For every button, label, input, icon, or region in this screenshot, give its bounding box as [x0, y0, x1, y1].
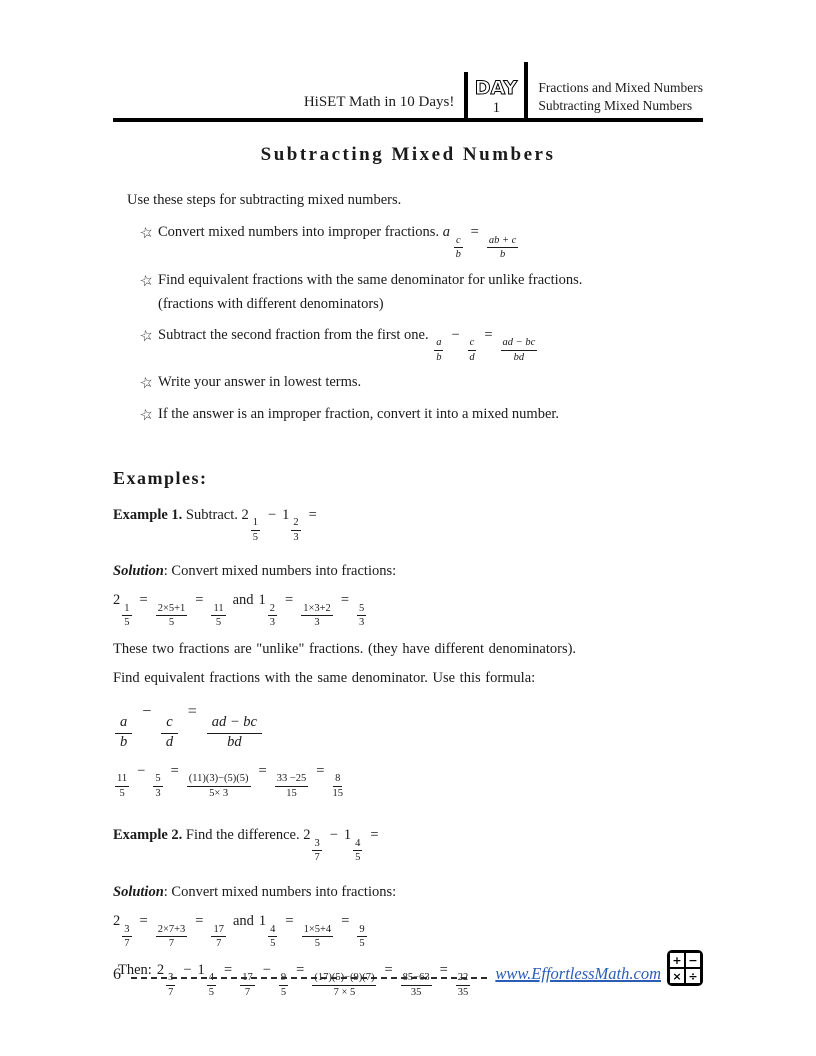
step-item [140, 371, 703, 395]
step-text: Find equivalent fractions with the same denominator for unlike fractions. [158, 271, 583, 288]
fraction: $\frac{ab + c}{b}$ [488, 234, 517, 261]
website-link[interactable]: www.EffortlessMath.com [495, 964, 661, 983]
fraction: $\frac{11}{5}$ [213, 602, 224, 629]
divide-icon: ÷ [686, 969, 700, 983]
step-text: Convert mixed numbers into improper fractions. [158, 224, 440, 240]
math-token: = [170, 762, 179, 779]
example2-label: Example 2. [113, 827, 183, 844]
math-token: = [139, 592, 148, 609]
math-token: 1 [282, 506, 290, 523]
math-token: 2 [113, 592, 121, 609]
fraction: $\frac{c}{d}$ [469, 337, 475, 363]
fraction: $\frac{2}{3}$ [293, 517, 299, 543]
example2-solution-line [113, 884, 703, 901]
equation-ex1-problem [241, 506, 322, 543]
day-label: DAY [475, 76, 518, 99]
fraction: $\frac{3}{7}$ [168, 972, 174, 998]
section-title: Subtracting Mixed Numbers [538, 97, 693, 113]
star-bullet-icon: ☆ [138, 374, 156, 394]
equation-formula-large [113, 703, 703, 751]
example2-prompt: Find the difference. [185, 827, 300, 844]
example1-solution-line [113, 563, 703, 580]
math-token: = [139, 913, 148, 930]
math-token: = [195, 913, 204, 930]
solution-text: : Convert mixed numbers into fractions: [163, 884, 397, 901]
math-token: − [329, 827, 338, 844]
steps-list [113, 221, 703, 428]
fraction: $\frac{4}{5}$ [355, 837, 361, 864]
math-token: = [384, 961, 393, 978]
fraction: $\frac{4}{5}$ [270, 923, 276, 950]
page-footer [113, 950, 703, 986]
fraction: $\frac{8}{15}$ [332, 773, 343, 799]
fraction: $\frac{a}{b}$ [115, 715, 132, 751]
page-number: 6 [113, 966, 121, 983]
step-text: Write your answer in lowest terms. [158, 374, 362, 391]
math-word: and [232, 913, 254, 930]
dashed-divider [131, 977, 487, 979]
solution-label: Solution [113, 884, 164, 901]
example1-label: Example 1. [113, 506, 183, 523]
intro-text: Use these steps for subtracting mixed numbers. [127, 192, 402, 208]
math-token: = [439, 961, 448, 978]
fraction: $\frac{ad - bc}{bd}$ [207, 715, 262, 751]
math-token: 1 [258, 592, 266, 609]
math-token: = [285, 913, 294, 930]
chapter-title: Fractions and Mixed Numbers [538, 79, 703, 95]
math-token: = [224, 961, 233, 978]
fraction: $\frac{3}{7}$ [124, 923, 130, 950]
examples-heading: Examples: [113, 467, 208, 488]
example1-note1: These two fractions are "unlike" fractions. (they have different denominators). [113, 640, 577, 657]
fraction: $\frac{1\times 5+4}{5}$ [303, 923, 332, 950]
fraction: $\frac{22}{35}$ [457, 972, 469, 998]
fraction: $\frac{17}{7}$ [213, 923, 224, 950]
multiply-icon: × [670, 969, 684, 983]
math-token: = [195, 592, 204, 609]
fraction: $\frac{9}{5}$ [280, 972, 287, 998]
step-item [140, 324, 703, 364]
fraction: $\frac{1}{5}$ [252, 517, 258, 543]
fraction: $\frac{4}{5}$ [208, 972, 215, 998]
step-item [140, 221, 703, 261]
math-token: − [267, 506, 277, 523]
math-token: = [296, 961, 305, 978]
fraction: $\frac{c}{b}$ [455, 234, 461, 261]
math-token: − [142, 702, 152, 720]
step-body [158, 324, 703, 364]
step-body [158, 269, 703, 316]
math-token: = [316, 762, 325, 779]
math-token: = [341, 913, 350, 930]
header-topics [528, 79, 703, 118]
equation-subtract-rule [432, 326, 539, 363]
math-token: = [484, 326, 493, 343]
math-token: 2 [113, 913, 121, 930]
day-outline-text [469, 76, 523, 100]
math-token: = [187, 702, 197, 720]
fraction: $\frac{1\times 3+2}{3}$ [303, 602, 331, 629]
solution-label: Solution [113, 563, 164, 580]
page-title: Subtracting Mixed Numbers [260, 144, 556, 165]
equation-ex2-problem [303, 827, 384, 864]
example1-problem-line [113, 507, 703, 544]
fraction: $\frac{2\times 7+3}{7}$ [157, 923, 186, 950]
fraction: $\frac{c}{d}$ [161, 715, 177, 751]
fraction: $\frac{3}{7}$ [314, 837, 320, 864]
step-text: Subtract the second fraction from the first one. [158, 326, 429, 343]
math-token: = [470, 224, 479, 240]
math-variable: a [442, 224, 450, 240]
fraction: $\frac{5}{3}$ [359, 602, 365, 629]
book-title: HiSET Math in 10 Days! [303, 94, 455, 110]
math-token: 2 [241, 506, 249, 523]
fraction: $\frac{9}{5}$ [359, 923, 365, 950]
fraction: $\frac{17}{7}$ [242, 972, 253, 998]
step-item [140, 269, 703, 316]
math-token: − [262, 961, 271, 978]
math-word: and [232, 592, 254, 609]
math-token: − [451, 326, 460, 343]
math-token: 1 [258, 913, 267, 930]
step-text-line2: (fractions with different denominators) [158, 296, 384, 313]
math-token: = [340, 592, 349, 609]
fraction: $\frac{33 -25}{15}$ [276, 773, 307, 799]
step-item [140, 403, 703, 427]
math-token: = [370, 827, 379, 844]
step-text: If the answer is an improper fraction, convert it into a mixed number. [158, 406, 560, 423]
example2-problem-line [113, 827, 703, 864]
solution-text: : Convert mixed numbers into fractions: [163, 563, 397, 580]
equation-improper-rule [442, 224, 521, 261]
fraction: $\frac{5}{3}$ [155, 773, 161, 799]
math-token: 1 [197, 961, 205, 978]
minus-icon: − [686, 953, 700, 967]
math-token: − [137, 762, 146, 779]
fraction: $\frac{11}{5}$ [117, 773, 128, 799]
page-header [113, 66, 703, 122]
math-token: 1 [343, 827, 352, 844]
fraction: $\frac{2}{3}$ [269, 602, 276, 629]
day-block [468, 76, 524, 119]
fraction: $\frac{85-63}{35}$ [402, 972, 430, 998]
math-token: = [308, 506, 317, 523]
fraction: $\frac{a}{b}$ [436, 337, 442, 363]
day-number: 1 [492, 99, 501, 116]
star-bullet-icon: ☆ [138, 271, 156, 291]
fraction: $\frac{ad - bc}{bd}$ [502, 337, 536, 363]
math-token: = [285, 592, 294, 609]
star-bullet-icon: ☆ [138, 224, 156, 243]
effortlessmath-logo [667, 950, 703, 986]
equation-ex2-convert [113, 913, 703, 950]
equation-ex1-calc [113, 763, 703, 800]
fraction: $\frac{(17)(5)-(9)(7)}{7 \times 5}$ [314, 972, 375, 998]
plus-icon: + [670, 953, 684, 967]
math-token: = [258, 762, 267, 779]
example1-note2: Find equivalent fractions with the same denominator. Use this formula: [113, 669, 536, 686]
fraction: $\frac{(11)(3)-(5)(5)}{5\times 3}$ [188, 773, 249, 799]
math-word: Then: [118, 961, 152, 978]
fraction: $\frac{2\times 5+1}{5}$ [157, 602, 186, 629]
star-bullet-icon: ☆ [138, 326, 156, 346]
example1-prompt: Subtract. [185, 506, 238, 523]
star-bullet-icon: ☆ [138, 406, 156, 426]
math-token: 2 [303, 827, 311, 844]
step-body [158, 221, 703, 261]
equation-ex1-convert [113, 592, 703, 629]
math-token: − [183, 961, 192, 978]
fraction: $\frac{1}{5}$ [124, 602, 130, 629]
math-token: 2 [156, 961, 165, 978]
